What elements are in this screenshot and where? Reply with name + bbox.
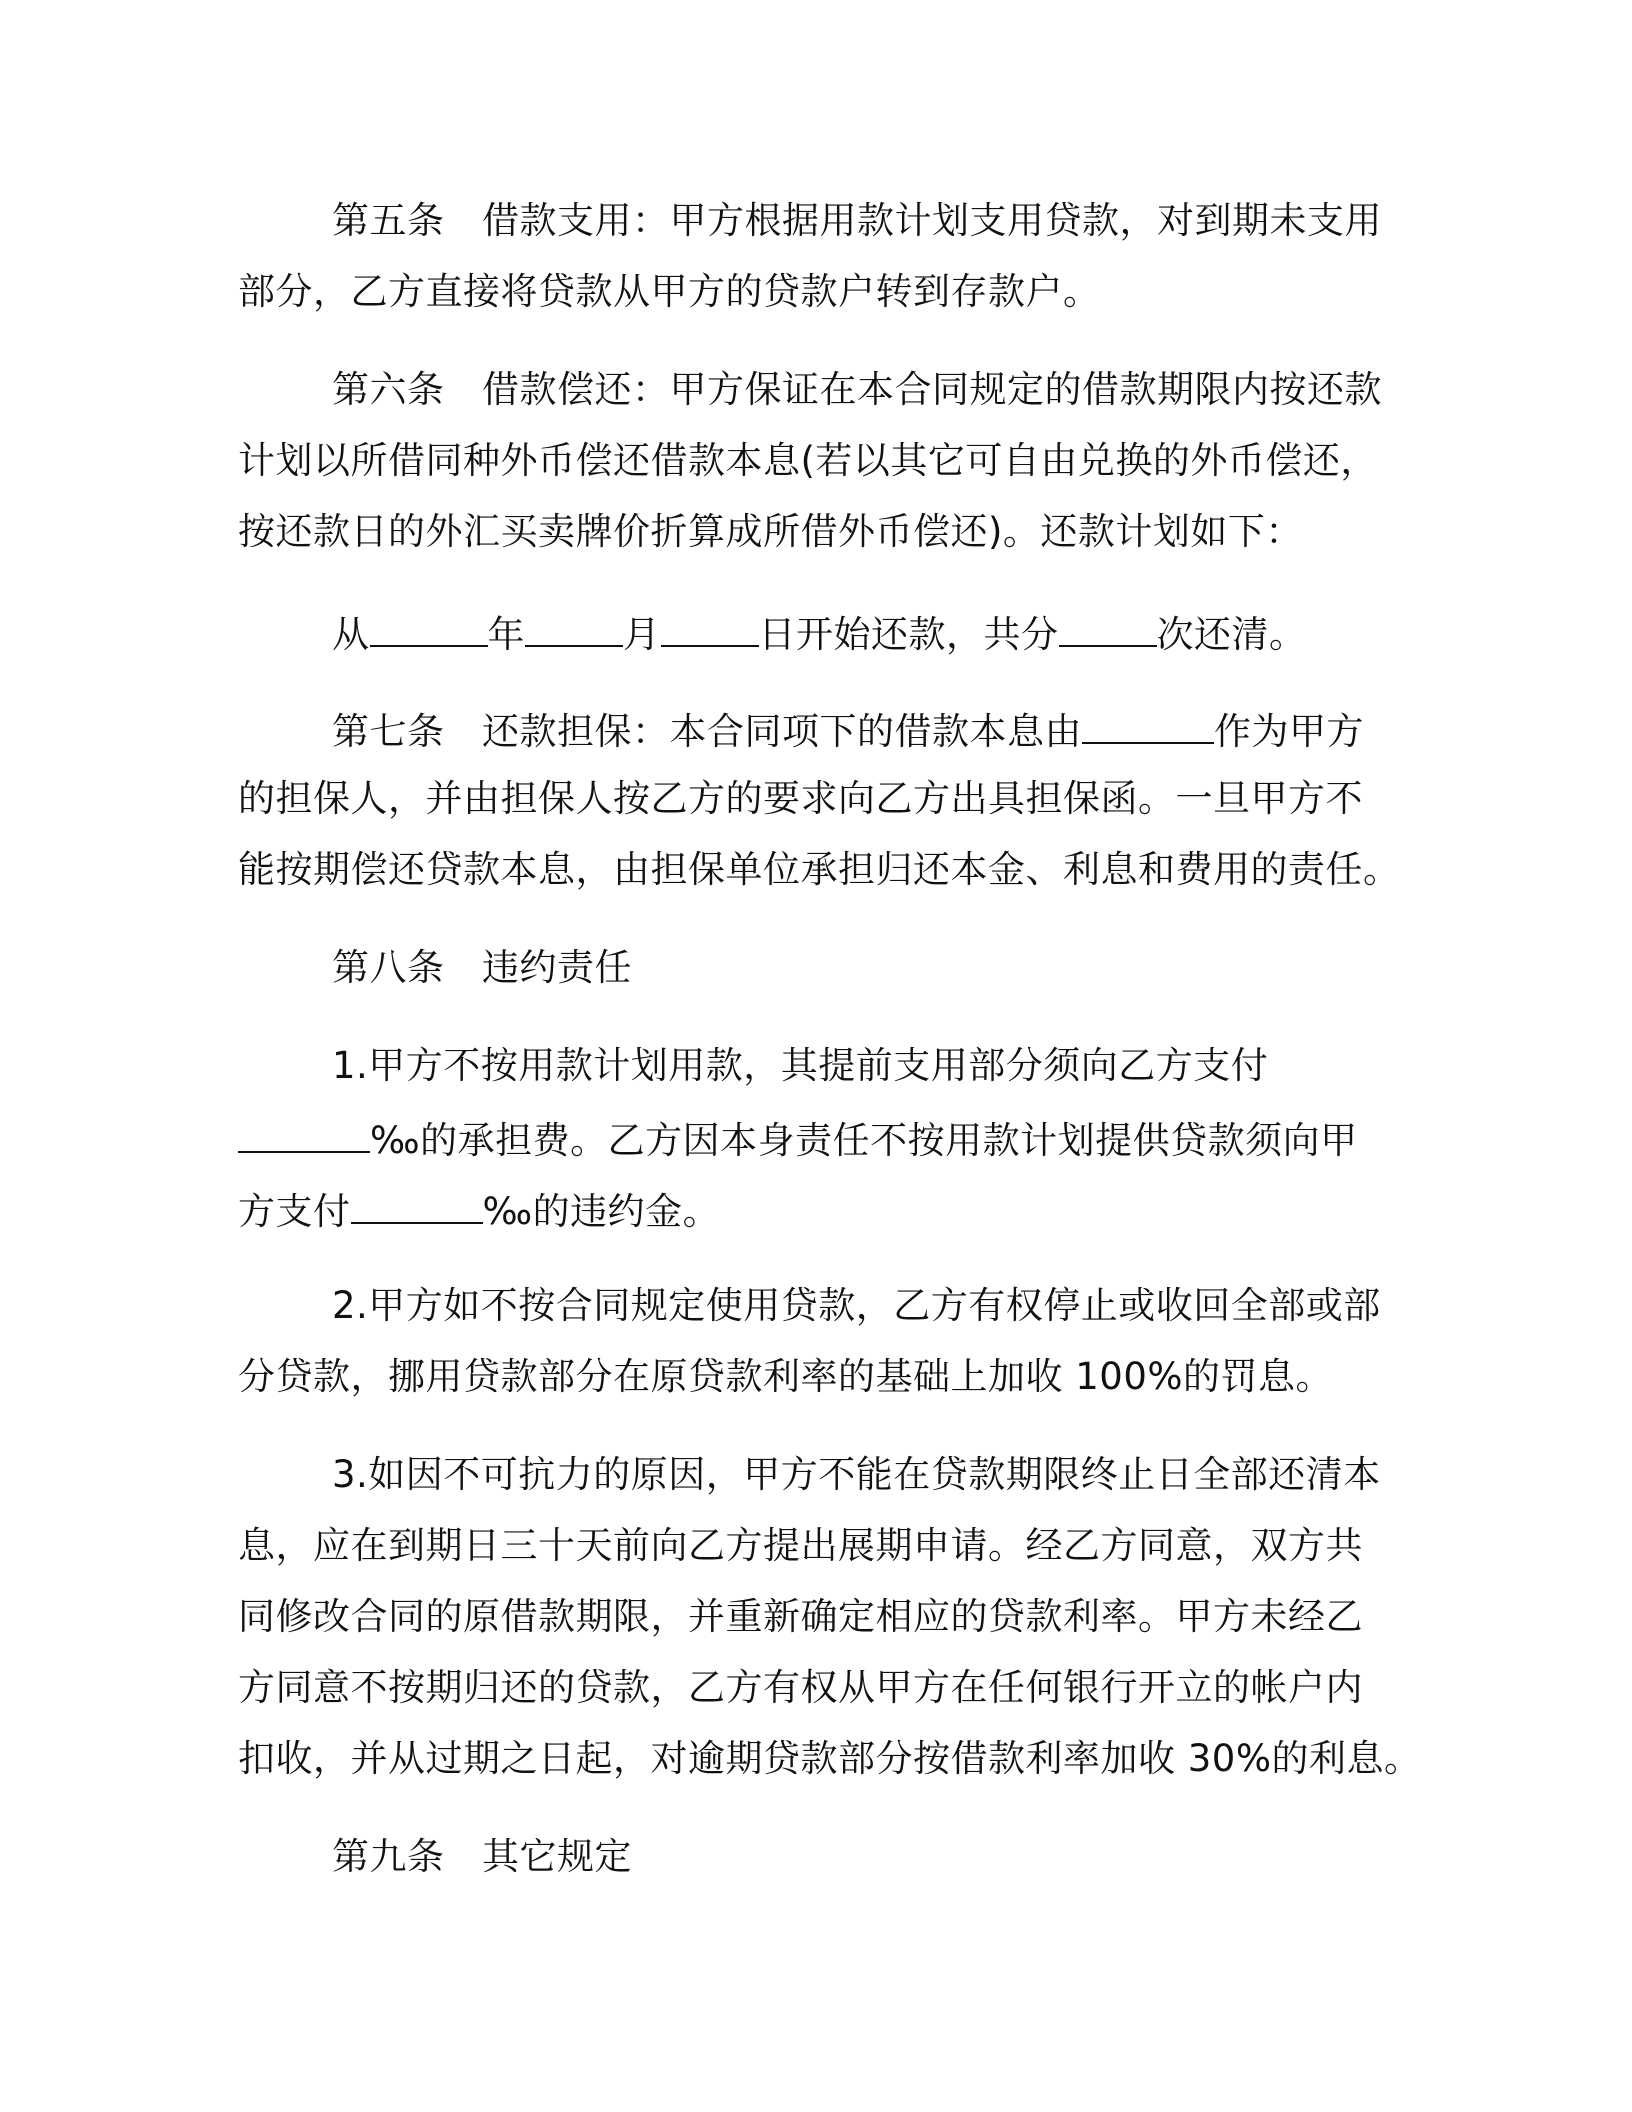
article-7-line-2: 的担保人，并由担保人按乙方的要求向乙方出具担保函。一旦甲方不 — [238, 777, 1363, 820]
clause-1-text-3: 方支付 — [238, 1190, 351, 1233]
clause-2-line-1: 2.甲方如不按合同规定使用贷款，乙方有权停止或收回全部或部 — [332, 1284, 1381, 1327]
clause-1-line-3 — [238, 1184, 720, 1232]
article-6-line-1: 第六条 借款偿还：甲方保证在本合同规定的借款期限内按还款 — [332, 368, 1382, 411]
clause-1-text-2: ‰的承担费。乙方因本身责任不按用款计划提供贷款须向甲 — [370, 1119, 1358, 1162]
schedule-from: 从 — [332, 613, 370, 656]
clause-3-line-1: 3.如因不可抗力的原因，甲方不能在贷款期限终止日全部还清本 — [332, 1453, 1381, 1496]
schedule-year: 年 — [487, 613, 525, 656]
clause-3-line-3: 同修改合同的原借款期限，并重新确定相应的贷款利率。甲方未经乙 — [238, 1595, 1363, 1638]
clause-3-line-5: 扣收，并从过期之日起，对逾期贷款部分按借款利率加收 30%的利息。 — [238, 1737, 1422, 1780]
penalty-blank — [351, 1184, 483, 1224]
clause-1-text-3-end: ‰的违约金。 — [482, 1190, 721, 1233]
article-6-line-2: 计划以所借同种外币偿还借款本息(若以其它可自由兑换的外币偿还， — [238, 439, 1378, 482]
article-7-line-1 — [332, 704, 1364, 752]
schedule-times-end: 次还清。 — [1156, 613, 1307, 656]
day-blank — [661, 607, 759, 647]
article-8-heading: 第八条 违约责任 — [332, 946, 632, 989]
clause-3-line-2: 息，应在到期日三十天前向乙方提出展期申请。经乙方同意，双方共 — [238, 1524, 1363, 1567]
article-5-line-2: 部分，乙方直接将贷款从甲方的贷款户转到存款户。 — [238, 270, 1101, 313]
guarantor-blank — [1082, 704, 1214, 744]
month-blank — [525, 607, 623, 647]
schedule-day-start: 日开始还款，共分 — [758, 613, 1059, 656]
clause-1-line-1: 1.甲方不按用款计划用款，其提前支用部分须向乙方支付 — [332, 1044, 1269, 1087]
article-7-line-3: 能按期偿还贷款本息，由担保单位承担归还本金、利息和费用的责任。 — [238, 848, 1401, 891]
clause-1-line-2 — [238, 1113, 1358, 1161]
article-9-heading: 第九条 其它规定 — [332, 1835, 632, 1878]
article-7-text: 第七条 还款担保：本合同项下的借款本息由 — [332, 710, 1082, 753]
article-7-text-end: 作为甲方 — [1214, 710, 1364, 753]
schedule-month: 月 — [623, 613, 661, 656]
times-blank — [1059, 607, 1157, 647]
year-blank — [370, 607, 488, 647]
clause-3-line-4: 方同意不按期归还的贷款，乙方有权从甲方在任何银行开立的帐户内 — [238, 1666, 1363, 1709]
clause-2-line-2: 分贷款，挪用贷款部分在原贷款利率的基础上加收 100%的罚息。 — [238, 1355, 1334, 1398]
article-6-line-3: 按还款日的外汇买卖牌价折算成所借外币偿还)。还款计划如下： — [238, 510, 1303, 553]
commitment-fee-blank — [238, 1113, 370, 1153]
repayment-schedule-line — [332, 607, 1307, 655]
article-5-line-1: 第五条 借款支用：甲方根据用款计划支用贷款，对到期未支用 — [332, 199, 1382, 242]
